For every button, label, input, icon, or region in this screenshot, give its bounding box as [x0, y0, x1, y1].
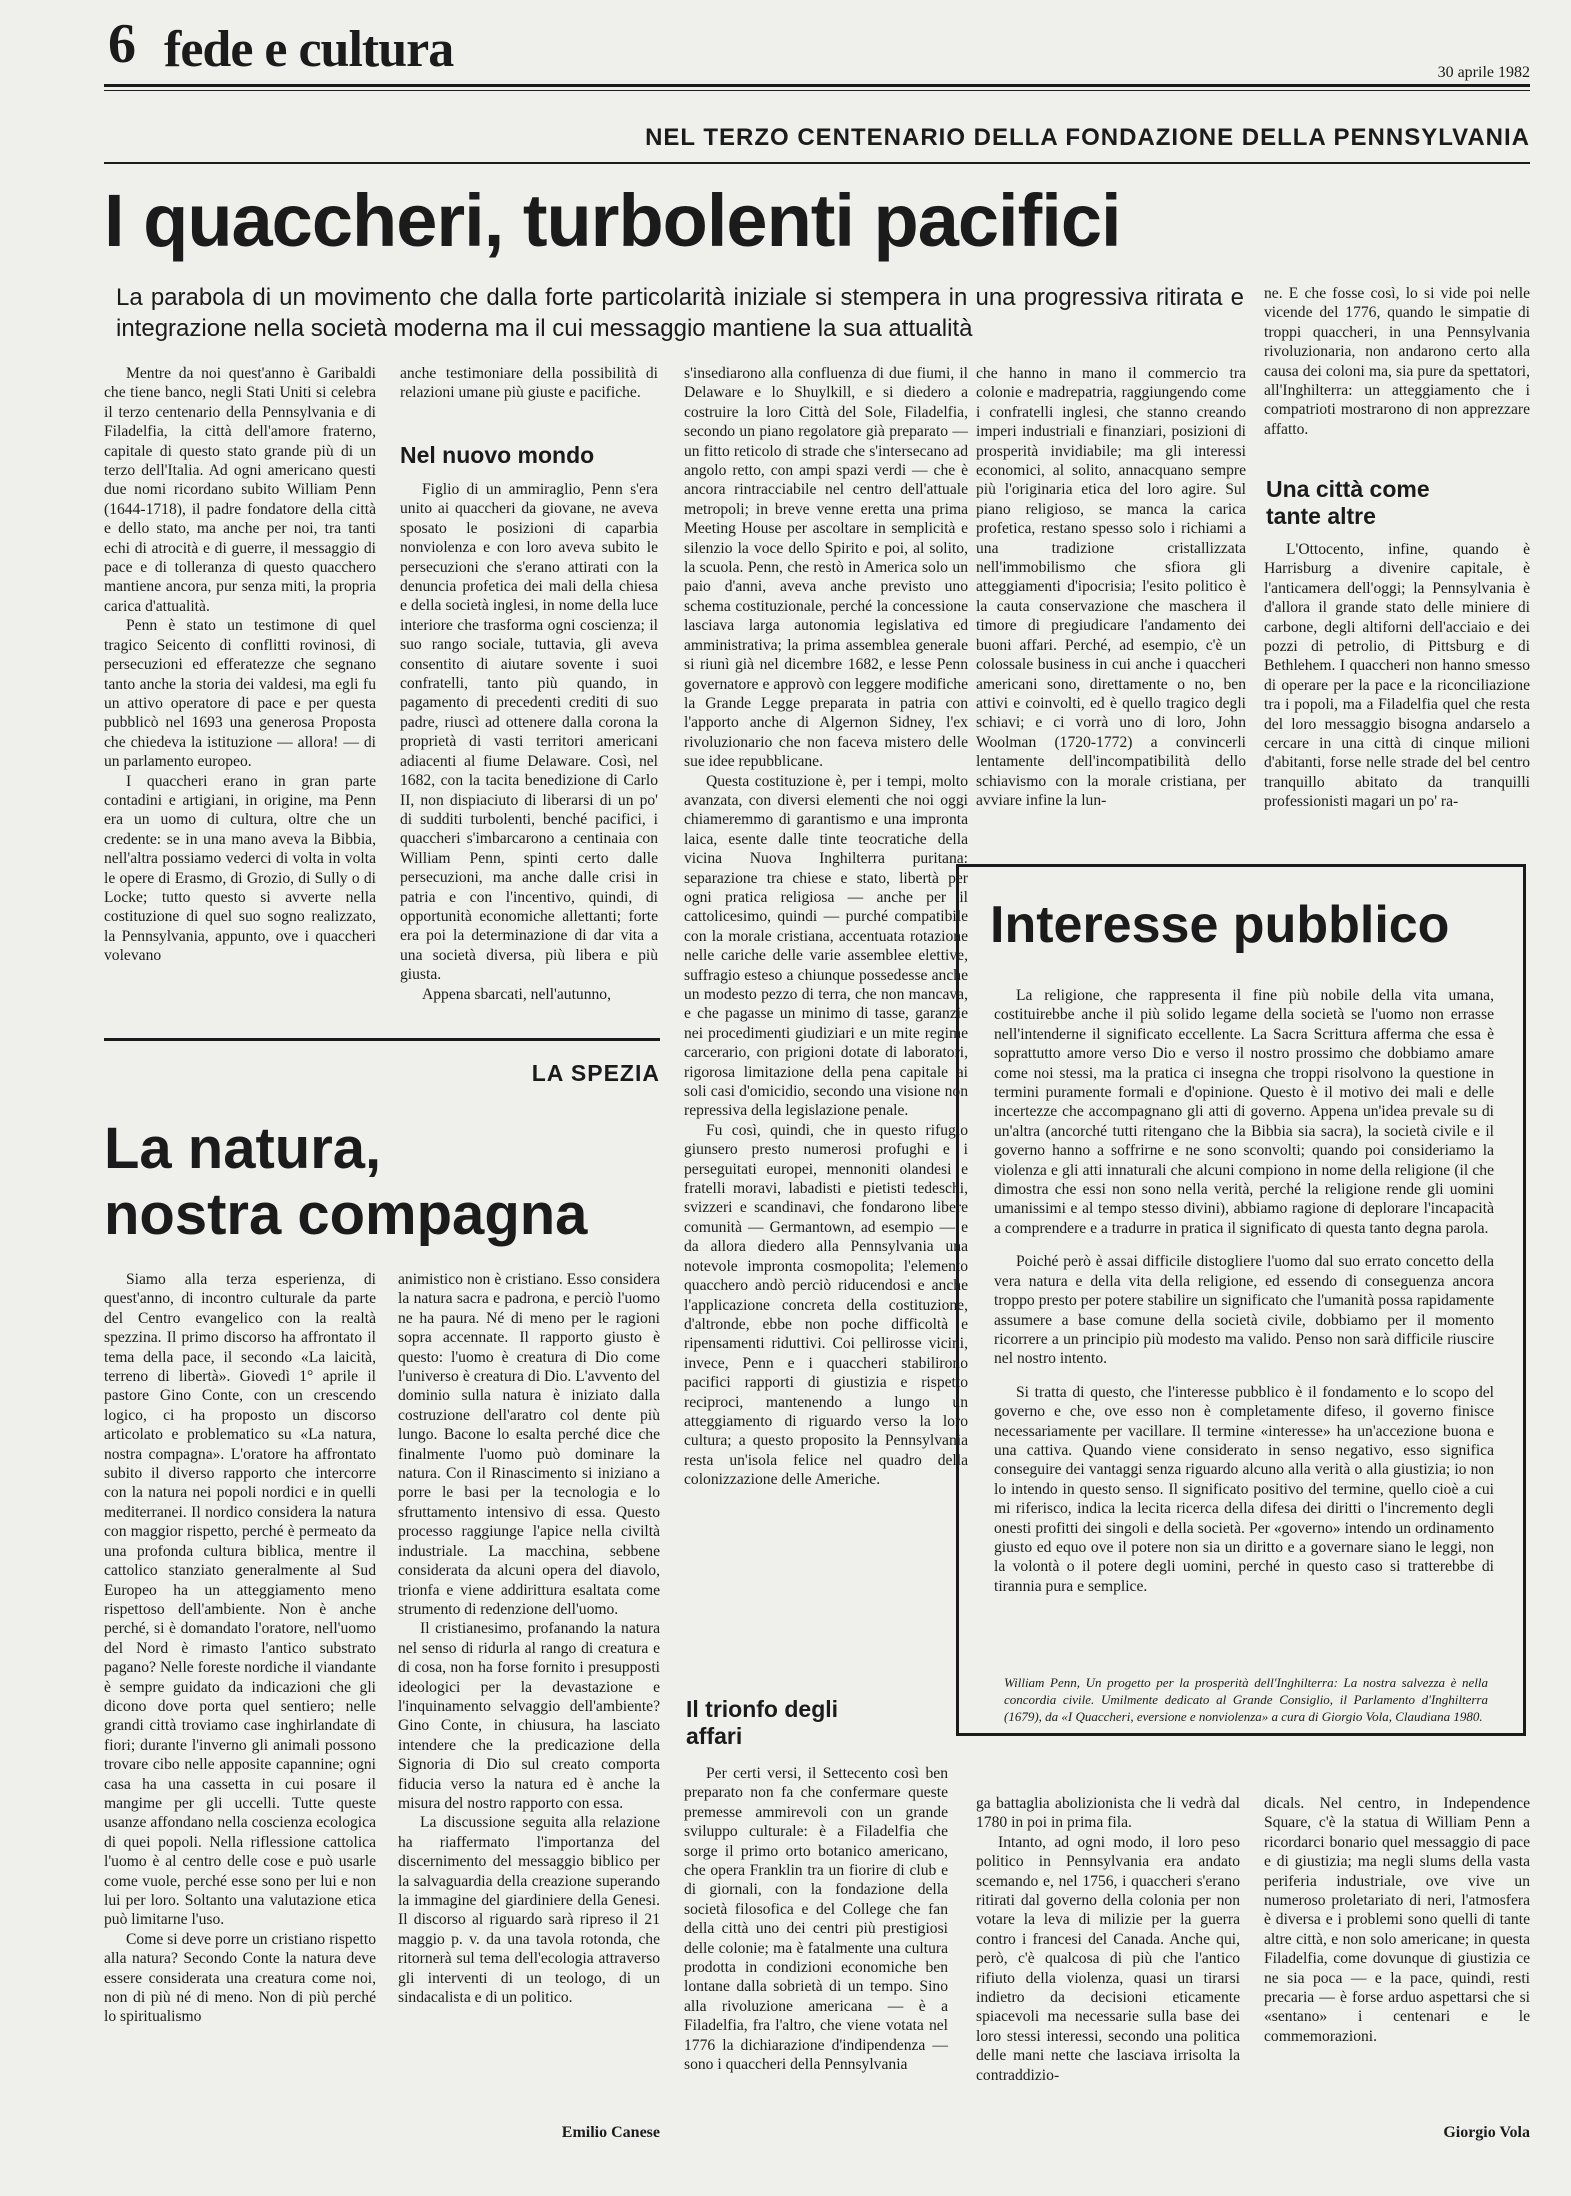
paragraph: La discussione seguita alla relazione ha riaffermato l'importanza del discernimento del messaggio biblico per la salvaguardia della creazione superando la immagine del giardiniere della Genesi. Il discorso al riguardo sarà ripreso il 21 maggio p. v. da una tavola rotonda, che ritornerà sul tema dell'ecologia attraverso gli interventi di un teologo, di un sindacalista e di un politico. — [398, 1814, 660, 2007]
paragraph: Questa costituzione è, per i tempi, molto avanzata, con diversi elementi che noi oggi chiameremmo di garantismo e una impronta laica, esente dalle tinte teocratiche della vicina Nuova Inghilterra puritana: separazione tra chiese e stato, libertà per ogni pratica religiosa — anche per il cattolicesimo, quindi — purché compatibile con la morale cristiana, accentuata rotazione nelle cariche delle varie assemblee elettive, suffragio esteso a chiunque possedesse anche un modesto pezzo di terra, che non mancava, e che pagasse un minimo di tasse, garanzie nei procedimenti giudiziari e un mite regime carcerario, con prigioni dotate di laboratori, rigorosa limitazione della pena capitale ai soli casi d'omicidio, secondo una visione non repressiva della legislazione penale. — [684, 772, 968, 1120]
box-title: Interesse pubblico — [990, 896, 1450, 954]
article1-column2 — [400, 480, 658, 1004]
header-rule — [104, 84, 1530, 87]
article1-column4-bottom — [976, 1794, 1240, 2085]
paragraph: Siamo alla terza esperienza, di quest'anno, di incontro culturale da parte del Centro evangelico con la realtà spezzina. Il primo discorso ha affrontato il tema della pace, il secondo «La laicità, terreno di libertà». Giovedì 1° aprile il pastore Gino Conte, con un crescendo logico, ci ha proposto un discorso articolato e problematico su «La natura, nostra compagna». L'oratore ha affrontato subito il diverso rapporto che intercorre con la natura nei popoli nordici e in quelli mediterranei. Il nordico considera la natura con maggior rispetto, perché è permeato da una profonda cultura biblica, mentre il cattolico stanziato generalmente al Sud Europeo ha un atteggiamento meno rispettoso dell'ambiente. Non è anche perché, si è domandato l'oratore, nell'uomo del Nord è rimasto l'antico substrato pagano? Nelle foreste nordiche il viandante è sempre guidato da indicazioni che gli dicono dove porta quel sentiero; nelle grandi città troviamo case inghirlandate di fiori; durante l'inverno gli animali possono trovare cibo nelle apposite capannine; ogni casa ha una cassetta in cui posare il mangime per gli uccelli. Tutte queste usanze affondano nella coscienza ecologica di quei popoli. Nella riflessione cattolica l'uomo è al centro delle cose e può usarle come vuole, perché esse sono per lui e non lui per loro. Soltanto una valutazione etica può limitarne l'uso. — [104, 1271, 376, 1929]
paragraph: ga battaglia abolizionista che li vedrà dal 1780 in poi in prima fila. — [976, 1795, 1240, 1832]
header-rule-thin — [104, 90, 1530, 91]
article1-column5 — [1264, 284, 1530, 439]
paragraph: Come si deve porre un cristiano rispetto alla natura? Secondo Conte la natura deve essere considerata una creatura come noi, non di più né di meno. Non di più perché lo spiritualismo — [104, 1930, 376, 2026]
article2-kicker: LA SPEZIA — [531, 1060, 660, 1086]
subhead-nuovo-mondo: Nel nuovo mondo — [400, 442, 595, 468]
paragraph: Per certi versi, il Settecento così ben preparato non fa che confermare queste premesse ammirevoli con un grande sviluppo culturale: è a Filadelfia che sorge il primo orto botanico americano, che opera Franklin tra un fiorire di club e di giornali, con la fondazione della società filosofica e del College che fan della città uno dei centri più prestigiosi delle colonie; ma è fatalmente una cultura prodotta in condizioni economiche ben lontane dalla sobrietà di un tempo. Sino alla rivoluzione americana — è a Filadelfia, fra l'altro, che viene votata nel 1776 la dichiarazione d'indipendenza — sono i quaccheri della Pennsylvania — [684, 1765, 948, 2074]
paragraph: Figlio di un ammiraglio, Penn s'era unito ai quaccheri da giovane, ne aveva sposato le posizioni di caparbia nonviolenza e con loro aveva subito le persecuzioni che s'erano attirati con la denuncia profetica dei mali della chiesa e della società inglesi, in nome della luce interiore che trasforma ogni coscienza; il suo rango sociale, tuttavia, gli aveva consentito di aiutare sovente i suoi confratelli, tanto più quando, in pagamento di precedenti crediti di suo padre, riuscì ad ottenere dalla corona la proprietà di vasti territori americani adiacenti al fiume Delaware. Così, nel 1682, con la tacita benedizione di Carlo II, non dispiaciuto di liberarsi di un po' di sudditi turbolenti, benché pacifici, i quaccheri s'imbarcarono a centinaia con William Penn, spinti certo dalle persecuzioni, ma anche dalle crisi in patria e con l'incentivo, quindi, di opportunità economiche allettanti; forte era poi la determinazione di dar vita a una società diversa, più libera e più giusta. — [400, 481, 658, 984]
article2-rule — [104, 1038, 660, 1041]
paragraph: ne. E che fosse così, lo si vide poi nelle vicende del 1776, quando le simpatie di troppi quaccheri, in una Pennsylvania rivoluzionaria, non andarono certo alla causa dei coloni ma, sia pure da spettatori, all'Inghilterra: un atteggiamento che i compatrioti mostrarono di non apprezzare affatto. — [1264, 285, 1530, 438]
paragraph: La religione, che rappresenta il fine più nobile della vita umana, costituirebbe anche il più solido legame della società se l'uomo non errasse nell'intenderne il significato eccellente. La Sacra Scrittura afferma che essa è soprattutto amore verso Dio e verso il nostro prossimo che dobbiamo amare come noi stessi, ma la pratica ci insegna che troppi risolvono la questione in termini puramente formali e d'opinione. Questo è il motivo dei mali e delle incertezze che accompagnano gli atti di governo. Appena un'idea prevale su di un'altra (ancorché tutti ritengano che la Bibbia sia sacra), la società civile e il governo hanno a soffrirne e ne sono sconvolti; quando poi consideriamo la violenza e gli atti innaturali che alcuni compiono in nome della religione (il che dimostra che essi non sono nella verità, perché la religione rende gli uomini umanissimi e al tempo stesso divini), abbiamo ragione di deplorare l'incapacità a comprendere e a tradurre in pratica il significato di questa tanto degna parola. — [994, 987, 1494, 1237]
paragraph: anche testimoniare della possibilità di relazioni umane più giuste e pacifiche. — [400, 365, 658, 402]
paragraph: animistico non è cristiano. Esso considera la natura sacra e padrona, e perciò l'uomo ne ha paura. Né di meno per le ragioni sopra accennate. Il rapporto giusto è questo: l'uomo è creatura di Dio come l'universo è creatura di Dio. L'avvento del dominio sulla natura è iniziato dalla costruzione dell'aratro col dente più lungo. Bacone lo esalta perché dice che finalmente l'uomo può dominare la natura. Con il Rinascimento si iniziano a porre le basi per la tecnologia e lo sfruttamento intensivo di essa. Questo processo raggiunge l'apice nella civiltà industriale. La macchina, sebbene considerata da alcuni opera del diavolo, trionfa e viene addirittura esaltata come strumento di redenzione dell'uomo. — [398, 1271, 660, 1618]
box-text — [994, 986, 1494, 1596]
paragraph: dicals. Nel centro, in Independence Square, c'è la statua di William Penn a ricordarci bonario quel messaggio di pace e di giustizia; ma negli slums della vasta periferia industriale, ove vive un numeroso proletariato di neri, l'atmosfera è diversa e i problemi sono quelli di tante altre città, e non solo americane; in questa Filadelfia, come dovunque di giustizia ce ne sia poca — e la pace, quindi, resti precaria — è forse arduo aspettarsi che si «sentano» i centenari e le commemorazioni. — [1264, 1795, 1530, 2045]
article2-headline-line2: nostra compagna — [104, 1182, 588, 1247]
byline: Giorgio Vola — [1443, 2124, 1530, 2141]
deck: La parabola di un movimento che dalla forte particolarità iniziale si stempera in una progressiva ritirata e integrazione nella società moderna ma il cui messaggio mantiene la sua attualità — [116, 284, 1244, 342]
page-number: 6 — [108, 13, 136, 75]
paragraph: Intanto, ad ogni modo, il loro peso politico in Pennsylvania era andato scemando e, nel 1756, i quaccheri s'erano ritirati dal governo della colonia per non votare la leva di milizie per la guerra contro i francesi del Canada. Anche qui, però, c'è qualcosa di più che l'antico rifiuto della violenza, quasi un tirarsi indietro da decisioni eticamente spiacevoli ma necessarie sulla base dei loro stessi interessi, secondo una politica delle mani nette che lasciava irrisolta la contraddizio- — [976, 1833, 1240, 2084]
paragraph: Poiché però è assai difficile distogliere l'uomo dal suo errato concetto della vera natura e della vita della religione, ed essendo di conseguenza ancora troppo presto per potere stabilire un significato che l'umanità possa rapidamente assumere a base comune della società civile, dobbiamo per il momento ricorrere a un principio più modesto ma valido. Penso non sarà difficile riuscire nel nostro intento. — [994, 1253, 1494, 1368]
article1-column4 — [976, 364, 1246, 810]
article2-byline: Emilio Canese — [561, 2124, 660, 2141]
issue-date: 30 aprile 1982 — [1437, 64, 1530, 81]
subhead-trionfo-affari: Il trionfo degli affari — [686, 1696, 839, 1749]
paragraph: Fu così, quindi, che in questo rifugio giunsero presto numerosi profughi e i perseguitati europei, mennoniti olandesi e fratelli moravi, labadisti e pietisti tedeschi, svizzeri e scandinavi, che fondarono libere comunità — Germantown, ad esempio — e da allora diedero alla Pennsylvania una notevole impronta cosmopolita; l'elemento quacchero andò perciò riducendosi e anche l'applicazione concreta della costituzione, d'altronde, ebbe non poche difficoltà e ripensamenti riduttivi. Coi pellirosse vicini, invece, Penn e i quaccheri stabilirono pacifici rapporti di giustizia e rispetto reciproci, mantenendo a lungo un atteggiamento di riguardo verso la loro cultura; a questo proposito la Pennsylvania resta un'isola felice nel quadro della colonizzazione delle Americhe. — [684, 1121, 968, 1489]
article1-column5-body — [1264, 540, 1530, 812]
source-citation: William Penn, Un progetto per la prosperità dell'Inghilterra: La nostra salvezza è nella concordia civile. Umilmente dedicato al Grande Consiglio, il Parlamento d'Inghilterra (1679), da «I Quaccheri, eversione e nonviolenza» a cura di Giorgio Vola, Claudiana 1980. — [1004, 1675, 1488, 1724]
headline: I quaccheri, turbolenti pacifici — [104, 179, 1121, 262]
paragraph: Mentre da noi quest'anno è Garibaldi che tiene banco, negli Stati Uniti si celebra il terzo centenario della Pennsylvania e di Filadelfia, la città dell'amore fraterno, capitale di questo stato grande più di un terzo dell'Italia. Ad ogni americano questi due nomi ricordano subito William Penn (1644-1718), il padre fondatore della città e dello stato, ma anche per noi, tra tanti echi di atrocità e di guerre, il messaggio di pace e di tolleranza di questo quacchero mantiene ancora, pur senza miti, la propria carica d'attualità. — [104, 365, 376, 615]
paragraph: Penn è stato un testimone di quel tragico Seicento di conflitti rovinosi, di persecuzioni ed efferatezze che segnano tanto anche la storia dei valdesi, ma egli fu un attivo operatore di pace e per questa pubblicò nel 1693 una generosa Proposta che chiedeva la istituzione — allora! — di un parlamento europeo. — [104, 617, 376, 771]
box-source — [1004, 1674, 1488, 1725]
article1-column3 — [684, 364, 968, 1490]
subhead-citta: Una città come tante altre — [1266, 476, 1430, 529]
article1-column3-bottom — [684, 1764, 948, 2075]
kicker-rule — [104, 162, 1530, 164]
article2-headline-line1: La natura, — [104, 1116, 382, 1181]
kicker: NEL TERZO CENTENARIO DELLA FONDAZIONE DELLA PENNSYLVANIA — [645, 124, 1530, 151]
paragraph: Si tratta di questo, che l'interesse pubblico è il fondamento e lo scopo del governo e che, ove esso non è completamente difeso, il governo finisce necessariamente per vacillare. Il termine «interesse» ha un'accezione buona e una cattiva. Quando viene considerato in senso negativo, esso significa conseguire dei vantaggi senza riguardo alcuno alla verità o alla giustizia; io non lo intendo in questo senso. Il significato positivo del termine, quello cioè a cui mi riferisco, indica la lecita ricerca della difesa dei diritti o l'incremento degli onesti profitti dei singoli e della società. Per «governo» intendo un ordinamento giusto ed equo ove il potere non sia un diritto e a governare siano le leggi, non la volontà o il potere degli uomini, perché in questo caso si tratterebbe di tirannia pura e semplice. — [994, 1383, 1494, 1595]
paragraph: che hanno in mano il commercio tra colonie e madrepatria, raggiungendo come i confratelli inglesi, che stanno creando imperi industriali e finanziari, posizioni di prosperità invidiabile; ma gli interessi economici, al solito, annacquano sempre più l'originaria etica del loro agire. Sul piano religioso, se manca la carica profetica, restano spesso solo i richiami a una tradizione cristallizzata nell'immobilismo che sfiora gli atteggiamenti d'ipocrisia; l'esito politico è la cauta conservazione che maschera il timore di pregiudicare l'andamento dei buoni affari. Perché, ad esempio, c'è un colossale business in cui anche i quaccheri americani sono, direttamente o no, ben attivi e coinvolti, ed è quello tragico degli schiavi; e ci vorrà uno di loro, John Woolman (1720-1772) a convincerli lentamente dell'incompatibilità dello schiavismo con la morale cristiana, per avviare infine la lun- — [976, 365, 1246, 809]
paragraph: Appena sbarcati, nell'autunno, — [422, 985, 612, 1003]
article2-headline — [104, 1116, 664, 1248]
article1-column5-bottom — [1264, 1794, 1530, 2046]
paragraph: s'insediarono alla confluenza di due fiumi, il Delaware e lo Shuylkill, e si diedero a costruire la loro Città del Sole, Filadelfia, secondo un piano regolatore già preparato — un fitto reticolo di strade che s'intersecano ad angolo retto, con ampi spazi verdi — che è ancora rintracciabile nel centro dell'attuale metropoli; in breve venne eretta una prima Meeting House per ascoltare in semplicità e silenzio la voce dello Spirito e poi, al solito, la scuola. Penn, che restò in America solo un paio d'anni, aveva anche previsto uno schema costituzionale, perché la concessione lasciava larga autonomia legislativa ed amministrativa; la prima assemblea generale si riunì già nel dicembre 1682, e lesse Penn governatore e approvò con leggere modifiche la Grande Legge preparata in patria con l'apporto anche di Algernon Sidney, l'ex rivoluzionario che non faceva mistero delle sue idee repubblicane. — [684, 365, 968, 771]
article1-column1 — [104, 364, 376, 966]
article2-column2 — [398, 1270, 660, 2007]
paragraph: I quaccheri erano in gran parte contadini e artigiani, in origine, ma Penn era un uomo di cultura, oltre che un credente: se in una mano aveva la Bibbia, nell'altra possiamo vederci di volta in volta le opere di Erasmo, di Grozio, di Sully o di Locke; tutto questo si avverte nella costituzione di quel suo sogno realizzato, la Pennsylvania, appunto, ove i quaccheri volevano — [104, 772, 376, 965]
paragraph: L'Ottocento, infine, quando è Harrisburg a divenire capitale, è l'anticamera dell'oggi; la Pennsylvania è d'allora il grande stato delle miniere di carbone, degli altiforni dell'acciaio e dei pozzi di petrolio, di Pittsburg e di Bethlehem. I quaccheri non hanno smesso di operare per la pace e la riconciliazione tra i popoli, ma a Filadelfia quel che resta del loro messaggio bisogna andarselo a cercare in una città di cinque milioni d'abitanti, forse nelle strade del bel centro tranquillo abitato da tranquilli professionisti magari un po' ra- — [1264, 541, 1530, 811]
box-source-rule — [994, 1664, 1494, 1665]
paragraph: Il cristianesimo, profanando la natura nel senso di ridurla al rango di creatura e di cosa, non ha forse fornito i presupposti ideologici per la devastazione e l'inquinamento selvaggio dell'ambiente? Gino Conte, in chiusura, ha lasciato intendere che la predicazione della Signoria di Dio sul creato comporta fiducia verso la natura ed è anche la misura del nostro rapporto con essa. — [398, 1620, 660, 1812]
article2-column1 — [104, 1270, 376, 2027]
section-title: fede e cultura — [164, 21, 454, 78]
article1-column2-top — [400, 364, 658, 403]
